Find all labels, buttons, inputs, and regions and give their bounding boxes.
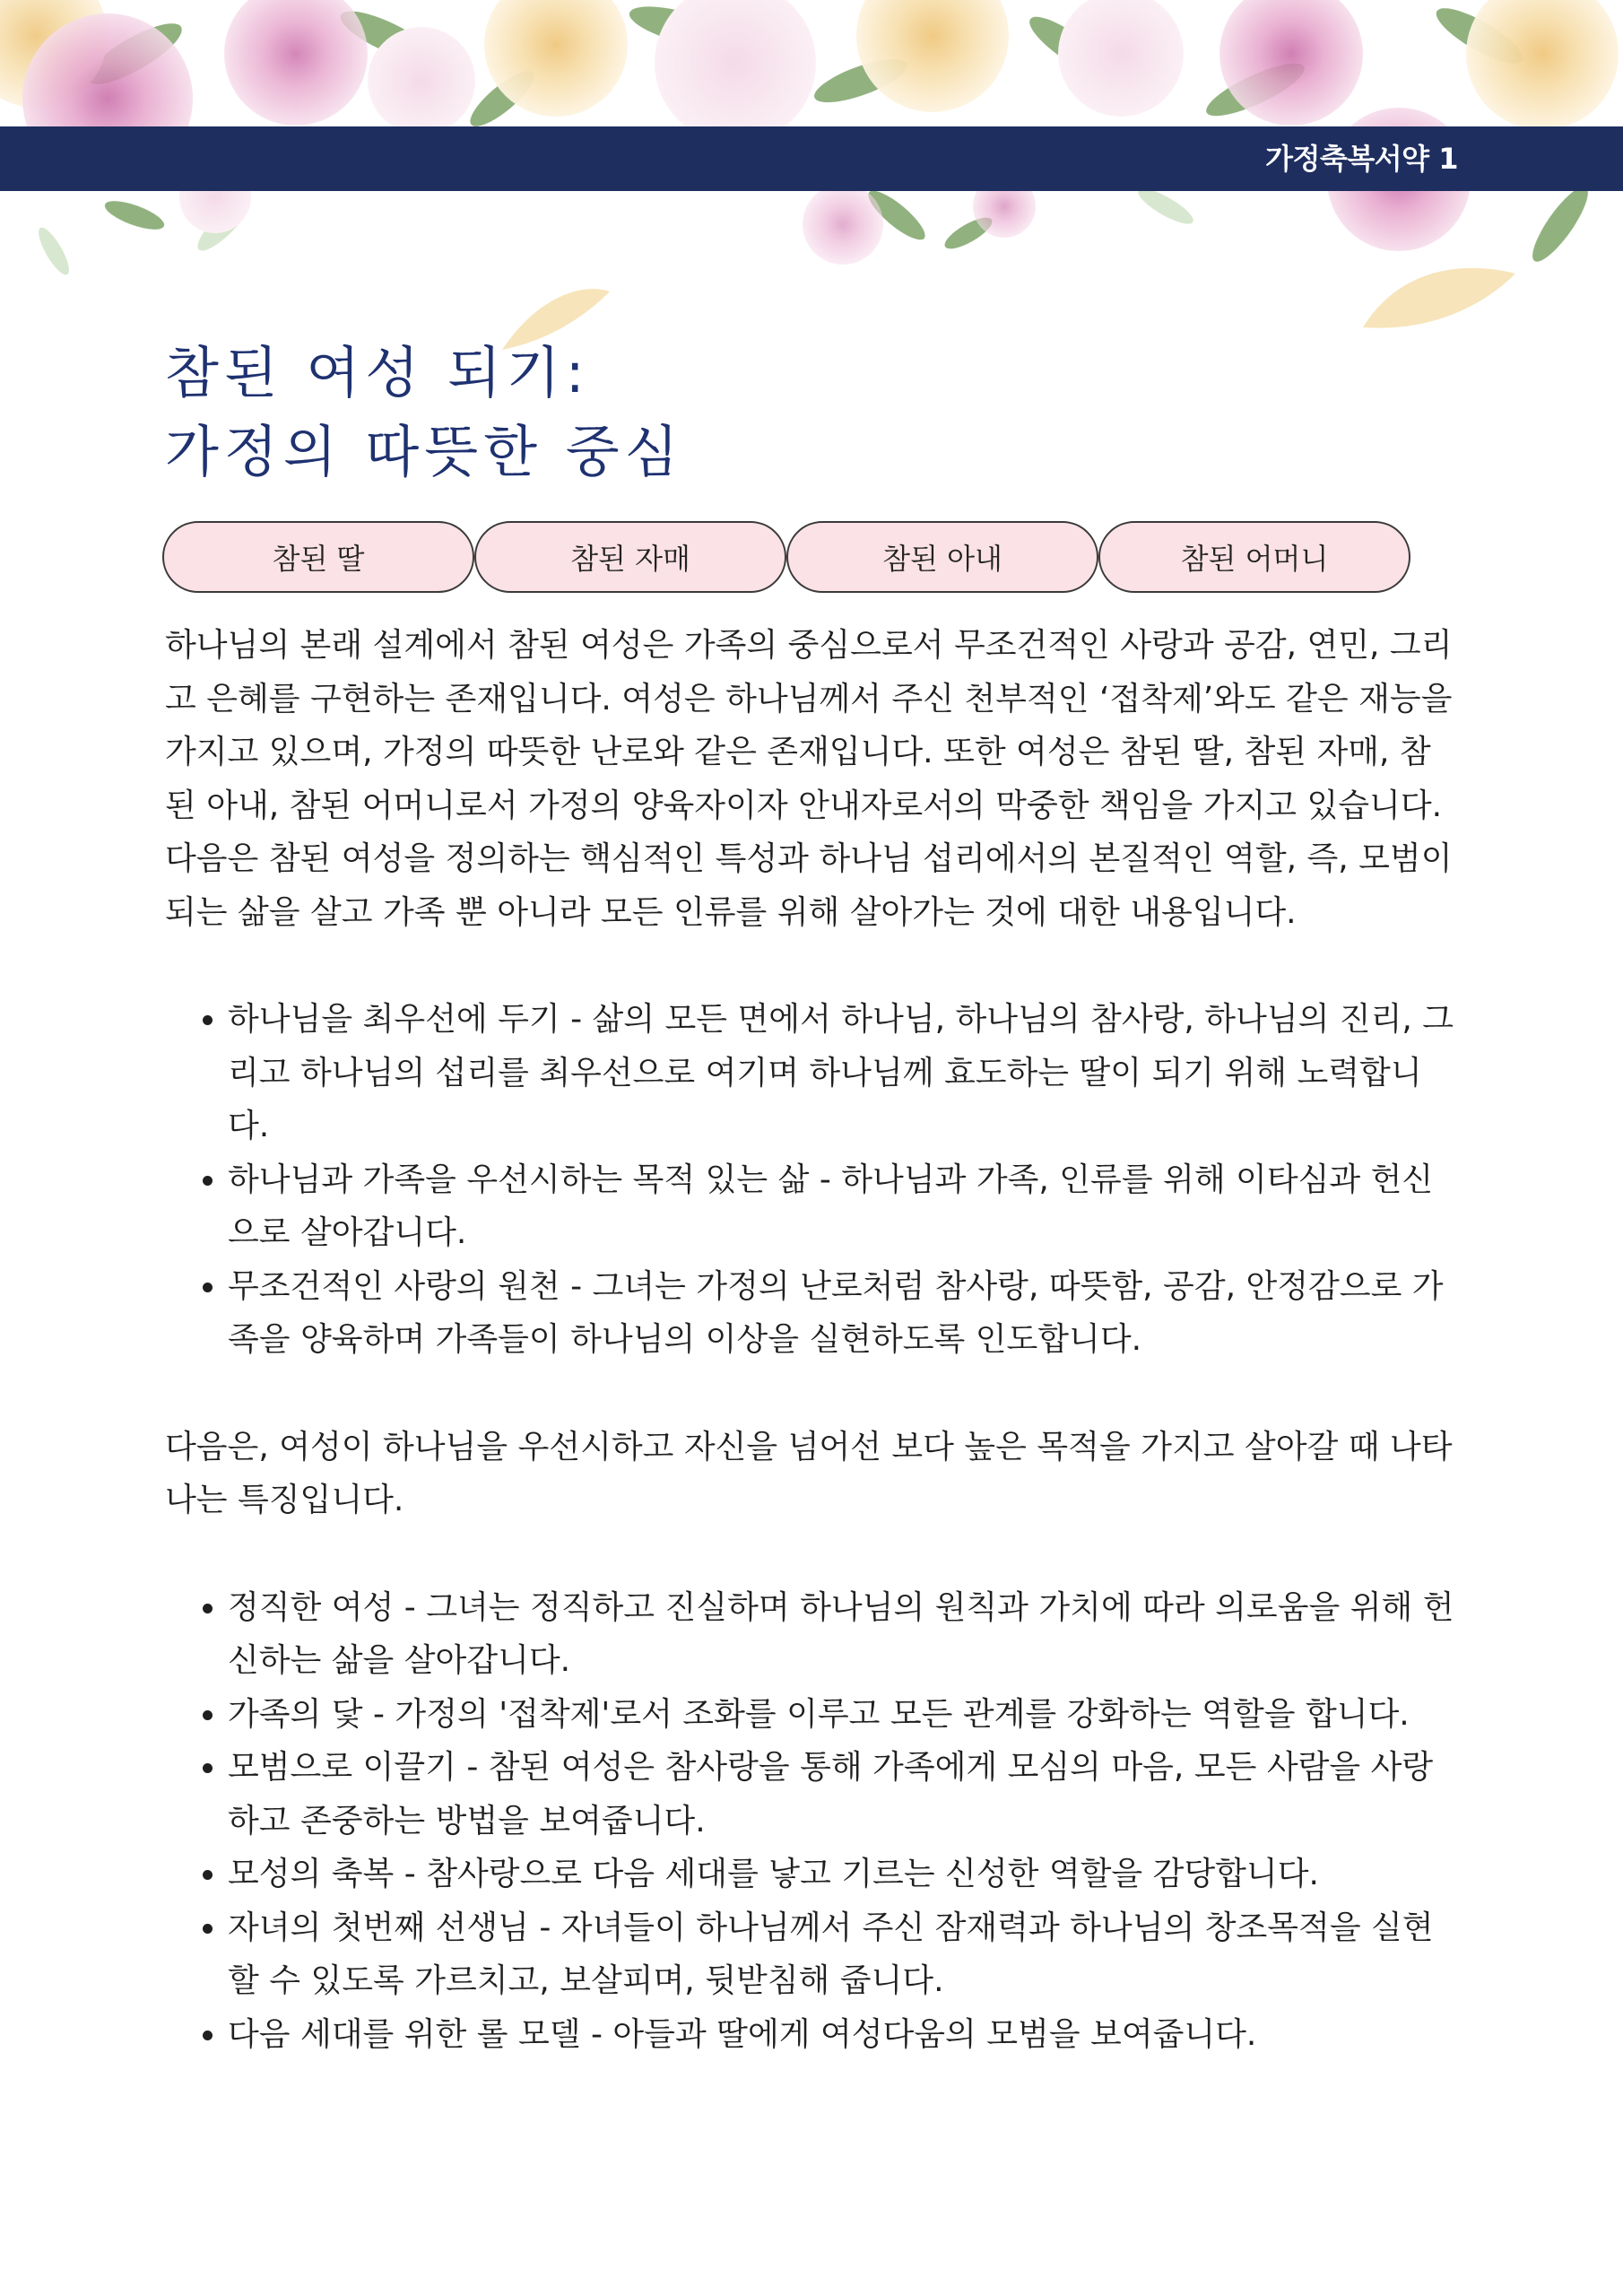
header-label: 가정축복서약 1 (1265, 142, 1458, 176)
list-item: • 자녀의 첫번째 선생님 - 자녀들이 하나님께서 주신 잠재력과 하나님의 창조목적을 실현할 수 있도록 가르치고, 보살피며, 뒷받침해 줍니다. (228, 1901, 1462, 2008)
intro-paragraph: 하나님의 본래 설계에서 참된 여성은 가족의 중심으로서 무조건적인 사랑과 공감, 연민, 그리고 은혜를 구현하는 존재입니다. 여성은 하나님께서 주신 천부적인 ‘접착제’와도 같은 재능을 가지고 있으며, 가정의 따뜻한 난로와 같은 존재입니다. 또한 여성은 참된 딸, 참된 자매, 참된 아내, 참된 어머니로서 가정의 양육자이자 안내자로서의 막중한 책임을 가지고 있습니다. 다음은 참된 여성을 정의하는 핵심적인 특성과 하나님 섭리에서의 본질적인 역할, 즉, 모범이 되는 삶을 살고 가족 뿐 아니라 모든 인류를 위해 살아가는 것에 대한 내용입니다. (165, 627, 1453, 931)
list-item: • 모범으로 이끌기 - 참된 여성은 참사랑을 통해 가족에게 모심의 마음, 모든 사람을 사랑하고 존중하는 방법을 보여줍니다. (228, 1741, 1462, 1848)
body-content (165, 619, 1462, 2061)
core-traits-list (165, 993, 1462, 1367)
page-title (165, 334, 684, 491)
characteristics-list (165, 1581, 1462, 2062)
tab-true-wife: 참된 아내 (786, 521, 1098, 593)
list-item: • 모성의 축복 - 참사랑으로 다음 세대를 낳고 기르는 신성한 역할을 감당합니다. (228, 1848, 1462, 1901)
title-line-2: 가정의 따뜻한 중심 (165, 419, 684, 484)
list-item: • 하나님을 최우선에 두기 - 삶의 모든 면에서 하나님, 하나님의 참사랑, 하나님의 진리, 그리고 하나님의 섭리를 최우선으로 여기며 하나님께 효도하는 딸이 되기 위해 노력합니다. (228, 993, 1462, 1153)
title-line-1: 참된 여성 되기: (165, 340, 590, 405)
list-item: • 무조건적인 사랑의 원천 - 그녀는 가정의 난로처럼 참사랑, 따뜻함, 공감, 안정감으로 가족을 양육하며 가족들이 하나님의 이상을 실현하도록 인도합니다. (228, 1260, 1462, 1367)
tab-true-sister: 참된 자매 (474, 521, 786, 593)
list-item: • 하나님과 가족을 우선시하는 목적 있는 삶 - 하나님과 가족, 인류를 위해 이타심과 헌신으로 살아갑니다. (228, 1153, 1462, 1260)
list-item: • 가족의 닻 - 가정의 '접착제'로서 조화를 이루고 모든 관계를 강화하는 역할을 합니다. (228, 1688, 1462, 1742)
list-item: • 정직한 여성 - 그녀는 정직하고 진실하며 하나님의 원칙과 가치에 따라 의로움을 위해 헌신하는 삶을 살아갑니다. (228, 1581, 1462, 1688)
role-tabs (162, 521, 1414, 593)
tab-true-mother: 참된 어머니 (1098, 521, 1410, 593)
header-bar (0, 126, 1623, 191)
middle-paragraph: 다음은, 여성이 하나님을 우선시하고 자신을 넘어선 보다 높은 목적을 가지고 살아갈 때 나타나는 특징입니다. (165, 1428, 1453, 1518)
tab-true-daughter: 참된 딸 (162, 521, 474, 593)
list-item: • 다음 세대를 위한 롤 모델 - 아들과 딸에게 여성다움의 모범을 보여줍니다. (228, 2008, 1462, 2062)
